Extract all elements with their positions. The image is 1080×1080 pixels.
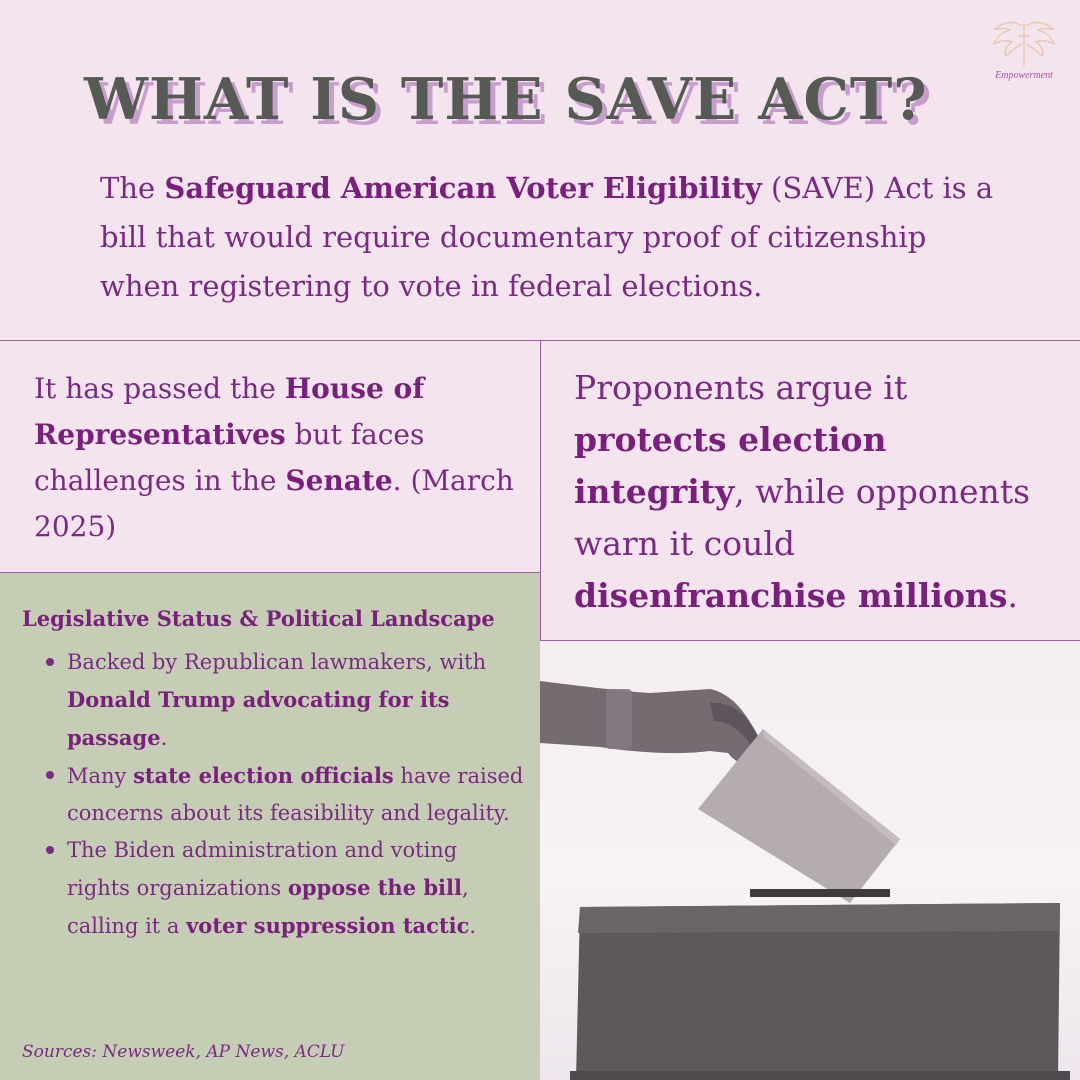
house-text-2: but faces challenges in the	[34, 418, 425, 497]
list-item	[44, 757, 524, 832]
proponents-text-3: .	[1007, 576, 1018, 615]
list-item	[44, 644, 524, 757]
bullet-text: have raised concerns about its feasibility and legality.	[67, 764, 524, 825]
house-bold-1: House of Representatives	[34, 372, 425, 451]
house-bold-2: Senate	[285, 464, 393, 497]
proponents-bold-2: disenfranchise millions	[574, 576, 1008, 615]
bullet-bold: oppose the bill	[287, 875, 462, 900]
divider-vertical	[540, 340, 541, 640]
bullet-text: Many	[67, 764, 134, 788]
intro-text-2: (SAVE) Act is a bill that would require documentary proof of citizenship when registering to vote in federal elections.	[100, 171, 994, 303]
logo-text: Empowerment	[995, 70, 1053, 81]
ballot-box-photo	[540, 641, 1080, 1080]
proponents-text-2: , while opponents warn it could	[574, 472, 1031, 563]
intro-text-1: The	[100, 171, 165, 205]
intro-paragraph	[100, 164, 1000, 311]
list-item	[44, 832, 524, 945]
bullet-text: The Biden administration and voting rights organizations	[67, 838, 458, 900]
legislative-title: Legislative Status & Political Landscape	[22, 606, 495, 631]
brand-logo	[984, 16, 1064, 88]
house-text-1: It has passed the	[34, 372, 285, 405]
house-text-3: . (March 2025)	[34, 464, 514, 543]
bullet-bold: voter suppression tactic	[186, 913, 470, 938]
bullet-text: .	[160, 726, 168, 750]
proponents-paragraph	[574, 362, 1064, 622]
angel-wings-cross-icon	[984, 16, 1064, 76]
bullet-bold: Donald Trump advocating for its passage	[67, 687, 450, 750]
house-status-paragraph	[34, 366, 514, 550]
intro-bold-name: Safeguard American Voter Eligibility	[164, 171, 762, 205]
proponents-bold-1: protects election integrity	[574, 420, 887, 511]
bullet-bold: state election officials	[133, 763, 394, 788]
bullet-text: Backed by Republican lawmakers, with	[67, 650, 487, 674]
sources-note: Sources: Newsweek, AP News, ACLU	[22, 1042, 345, 1062]
bullet-text: , calling it a	[67, 876, 469, 938]
page-title: WHAT IS THE SAVE ACT?	[84, 66, 928, 133]
proponents-text-1: Proponents argue it	[574, 368, 908, 407]
legislative-bullets	[44, 644, 524, 945]
bullet-text: .	[469, 914, 477, 938]
